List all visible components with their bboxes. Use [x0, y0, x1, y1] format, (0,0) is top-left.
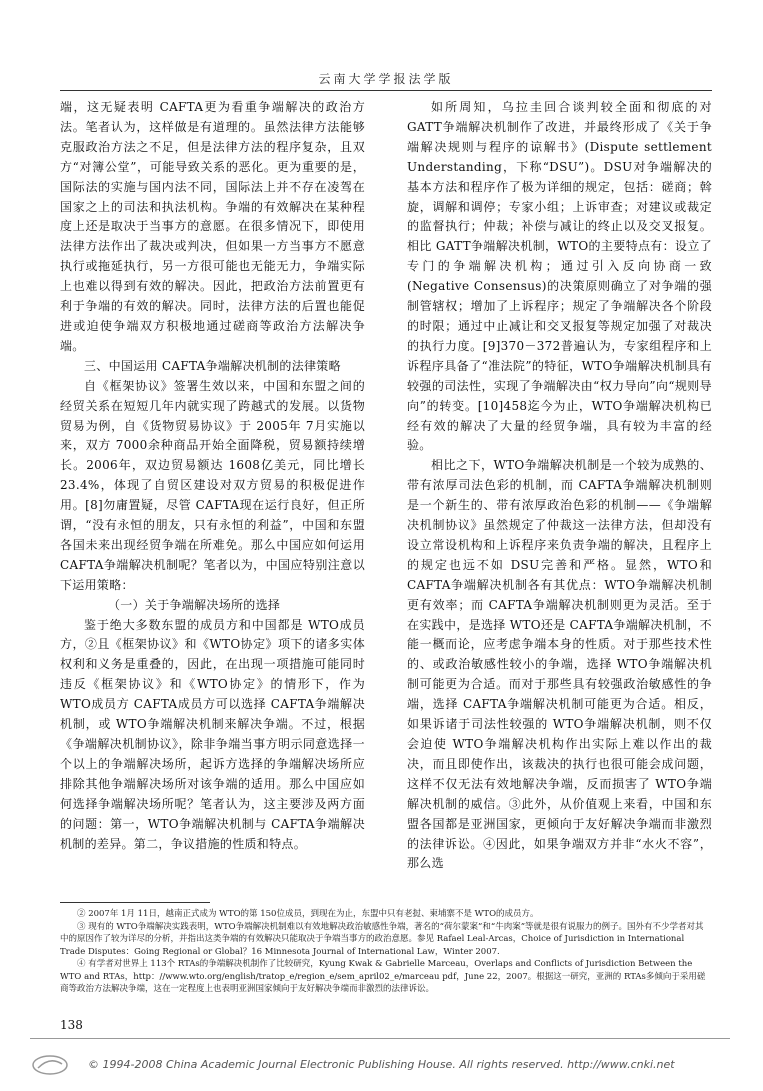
paragraph: 鉴于绝大多数东盟的成员方和中国都是 WTO成员方，②且《框架协议》和《WTO协定》项下的诸多实体权利和义务是重叠的，因此，在出现一项措施可能同时违反《框架协议》和《WTO协定》的情形下，作为 WTO成员方 CAFTA成员方可以选择 CAFTA争端解决机制，或 WTO争端解决机制来解决争端。不过，根据《争端解决机制协议》，除非争端当事方明示同意选择一个以上的争端解决场所，起诉方选择的争端解决场所应排除其他争端解决场所对该争端的适用。那么中国应如何选择争端解决场所呢？笔者认为，这主要涉及两方面的问题：第一，WTO争端解决机制与 CAFTA争端解决机制的差异。第二，争议措施的性质和特点。	[60, 617, 365, 851]
paragraph: 相比之下，WTO争端解决机制是一个较为成熟的、带有浓厚司法色彩的机制，而 CAFTA争端解决机制则是一个新生的、带有浓厚政治色彩的机制——《争端解决机制协议》虽然规定了仲裁这一法律方法，但却没有设立常设机构和上诉程序来负责争端的解决，且程序上的规定也远不如 DSU完善和严格。显然，WTO和 CAFTA争端解决机制各有其优点：WTO争端解决机制更有效率；而 CAFTA争端解决机制则更为灵活。至于在实践中，是选择 WTO还是 CAFTA争端解决机制，不能一概而论，应考虑争端本身的性质。对于那些技术性的、或政治敏感性较小的争端，选择 WTO争端解决机制可能更为合适。而对于那些具有较强政治敏感性的争端，选择 CAFTA争端解决机制可能更为合适。相反，如果诉诸于司法性较强的 WTO争端解决机制，则不仅会迫使 WTO争端解决机构作出实际上难以作出的裁决，而且即使作出，该裁决的执行也很可能会成问题，这样不仅无法有效地解决争端，反而损害了 WTO争端解决机制的威信。③此外，从价值观上来看，中国和东盟各国都是亚洲国家，更倾向于友好解决争端而非激烈的法律诉讼。④因此，如果争端双方并非“水火不容”，那么选	[407, 458, 712, 871]
footnote-rule	[60, 902, 210, 903]
page-number: 138	[60, 1018, 83, 1032]
running-header: 云南大学学报法学版	[318, 72, 454, 86]
footnote: ③ 现有的 WTO争端解决实践表明，WTO争端解决机制难以有效地解决政治敏感性争端，著名的“荷尔蒙案”和“牛肉案”等就是很有说服力的例子。国外有不少学者对其中的原因作了较为详尽的分析，并指出这类争端的有效解决只能取决于争端当事方的政治意愿。参见 Rafael Leal-Arcas，Choice of Jurisdiction in International Trade Disputes：Going Regional or Global？16 Minnesota Journal of International Law，Winter 2007.	[60, 921, 704, 957]
paragraph: 如所周知，乌拉圭回合谈判较全面和彻底的对 GATT争端解决机制作了改进，并最终形成了《关于争端解决规则与程序的谅解书》(Dispute settlement Understanding，下称“DSU”)。DSU对争端解决的基本方法和程序作了极为详细的规定，包括：磋商；斡旋，调解和调停；专家小组；上诉审查；对建议或裁定的监督执行；仲裁；补偿与减让的终止以及交叉报复。相比 GATT争端解决机制，WTO的主要特点有：设立了专门的争端解决机构；通过引入反向协商一致(Negative Consensus)的决策原则确立了对争端的强制管辖权；增加了上诉程序；规定了争端解决各个阶段的时限；通过中止减让和交叉报复等规定加强了对裁决的执行力度。[9]370－372普遍认为，专家组程序和上诉程序具备了“准法院”的特征，WTO争端解决机制具有较强的司法性，实现了争端解决由“权力导向”向“规则导向”的转变。[10]458迄今为止，WTO争端解决机构已经有效的解决了大量的经贸争端，具有较为丰富的经验。	[407, 100, 712, 453]
copyright-line: © 1994-2008 China Academic Journal Electronic Publishing House. All rights reserved. http://www.cnki.net	[88, 1058, 675, 1071]
header-rule	[60, 90, 712, 91]
footnote: ④ 有学者对世界上 113个 RTAs的争端解决机制作了比较研究，Kyung Kwak & Gabrielle Marceau，Overlaps and Conflicts of Jurisdiction Between the WTO and RTAs，http：//www.wto.org/english/tratop_e/region_e/sem_april02_e/marceau pdf，June 22，2007。根据这一研究，亚洲的 RTAs多倾向于采用磋商等政治方法解决争端，这在一定程度上也表明亚洲国家倾向于友好解决争端而非激烈的法律诉讼。	[60, 959, 706, 994]
left-column	[60, 98, 365, 854]
bottom-rule	[30, 1038, 730, 1039]
publisher-logo-icon	[30, 1054, 70, 1076]
footnotes	[60, 908, 712, 996]
paragraph: 自《框架协议》签署生效以来，中国和东盟之间的经贸关系在短短几年内就实现了跨越式的发展。以货物贸易为例，自《货物贸易协议》于 2005年 7月实施以来，双方 7000余种商品开始全面降税，贸易额持续增长。2006年，双边贸易额达 1608亿美元，同比增长 23.4%，体现了自贸区建设对双方贸易的积极促进作用。[8]勿庸置疑，尽管 CAFTA现在运行良好，但正所谓，“没有永恒的朋友，只有永恒的利益”，中国和东盟各国未来出现经贸争端在所难免。那么中国应如何运用 CAFTA争端解决机制呢？笔者以为，中国应特别注意以下运用策略：	[60, 378, 365, 592]
paragraph: 端，这无疑表明 CAFTA更为看重争端解决的政治方法。笔者认为，这样做是有道理的。虽然法律方法能够克服政治方法之不足，但是法律方法的程序复杂，且双方“对簿公堂”，可能导致关系的恶化。更为重要的是，国际法的实施与国内法不同，国际法上并不存在凌驾在国家之上的司法和执法机构。争端的有效解决在某种程度上还是取决于当事方的意愿。在很多情况下，即使用法律方法作出了裁决或判决，但如果一方当事方不愿意执行或拖延执行，另一方很可能也无能无力，争端实际上也难以得到有效的解决。因此，把政治方法前置更有利于争端的有效的解决。同时，法律方法的后置也能促进或迫使争端双方积极地通过磋商等政治方法解决争端。	[60, 100, 365, 353]
right-column	[407, 98, 712, 874]
subsection-heading: （一）关于争端解决场所的选择	[108, 597, 281, 612]
section-heading: 三、中国运用 CAFTA争端解决机制的法律策略	[84, 358, 341, 373]
footnote: ② 2007年 1月 11日，越南正式成为 WTO的第 150位成员，到现在为止，东盟中只有老挝、柬埔寨不是 WTO的成员方。	[77, 909, 539, 919]
